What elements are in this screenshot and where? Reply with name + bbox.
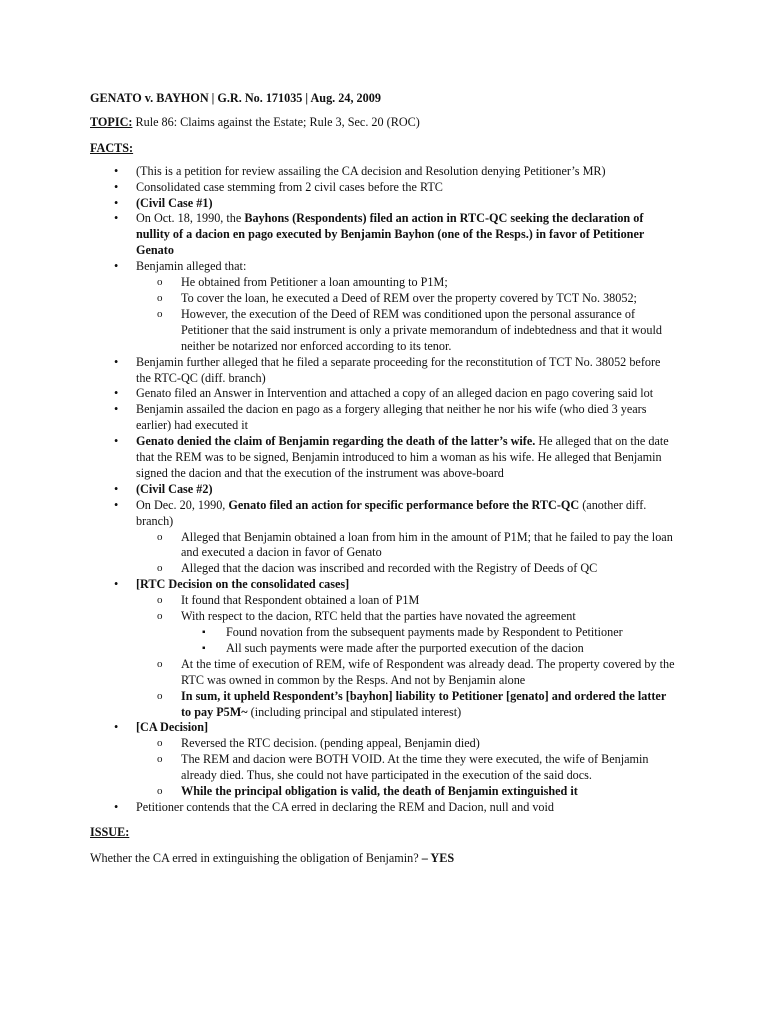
item-text: He alleged that on the date that the REM was to be signed, Benjamin introduced to him a woman as his wife. He alleged that Benjamin signed the dacion and that the execution of the instrument was above-board <box>136 434 669 480</box>
topic-line <box>90 115 678 131</box>
item-text: It found that Respondent obtained a loan of P1M <box>181 593 420 608</box>
item-text: Benjamin alleged that: <box>136 259 247 274</box>
item-text: Genato filed an Answer in Intervention and attached a copy of an alleged dacion en pago covering said lot <box>136 386 654 401</box>
sub-list-item <box>90 561 678 577</box>
sub-list-item <box>90 530 678 562</box>
sub-list-item <box>90 689 678 721</box>
list-item <box>90 180 678 196</box>
list-item <box>90 355 678 387</box>
item-text: However, the execution of the Deed of REM was conditioned upon the personal assurance of Petitioner that the said instrument is only a private memorandum of indebtedness and that it would neither be notarized nor enforced according to its tenor. <box>181 306 662 353</box>
item-text: [CA Decision] <box>136 720 209 735</box>
list-item <box>90 577 678 720</box>
list-item <box>90 164 678 180</box>
item-text: To cover the loan, he executed a Deed of REM over the property covered by TCT No. 38052; <box>181 290 637 305</box>
sub-sub-list-item <box>90 641 678 657</box>
item-text: The REM and dacion were BOTH VOID. At the time they were executed, the wife of Benjamin already died. Thus, she could not have participated in the execution of the said docs. <box>181 752 649 783</box>
sub-list-item <box>90 291 678 307</box>
sub-list <box>136 275 678 355</box>
sub-list-item <box>90 609 678 657</box>
item-text-bold: Genato filed an action for specific performance before the RTC-QC <box>228 497 580 512</box>
item-text-bold: Genato denied the claim of Benjamin regarding the death of the latter’s wife. <box>136 434 539 449</box>
case-title: GENATO v. BAYHON | G.R. No. 171035 | Aug. 24, 2009 <box>90 91 381 105</box>
sub-list <box>136 593 678 720</box>
item-text: (including principal and stipulated interest) <box>247 704 462 719</box>
list-item <box>90 434 678 482</box>
sub-list-item <box>90 275 678 291</box>
sub-list <box>136 736 678 800</box>
item-text: Benjamin assailed the dacion en pago as a forgery alleging that neither he nor his wife (who died 3 years earlier) had executed it <box>136 402 647 433</box>
list-item <box>90 482 678 498</box>
item-text: [RTC Decision on the consolidated cases] <box>136 577 350 592</box>
item-text: Found novation from the subsequent payments made by Respondent to Petitioner <box>226 625 623 639</box>
list-item <box>90 498 678 578</box>
facts-list <box>90 164 678 816</box>
item-text: (another diff. branch) <box>136 497 647 528</box>
item-text: On Dec. 20, 1990, <box>136 497 229 512</box>
item-text: All such payments were made after the purported execution of the dacion <box>226 640 584 655</box>
item-text: He obtained from Petitioner a loan amounting to P1M; <box>181 275 448 290</box>
facts-heading: FACTS: <box>90 140 134 155</box>
sub-sub-list-item <box>90 625 678 641</box>
sub-list-item <box>90 736 678 752</box>
list-item <box>90 259 678 354</box>
sub-list-item <box>90 784 678 800</box>
issue-question-text: Whether the CA erred in extinguishing the obligation of Benjamin? <box>90 850 422 865</box>
item-text: Consolidated case stemming from 2 civil cases before the RTC <box>136 179 443 194</box>
item-text: Petitioner contends that the CA erred in declaring the REM and Dacion, null and void <box>136 799 554 814</box>
item-text: Reversed the RTC decision. (pending appeal, Benjamin died) <box>181 736 480 751</box>
item-text: With respect to the dacion, RTC held that the parties have novated the agreement <box>181 609 576 624</box>
sub-sub-list <box>181 625 678 657</box>
item-text: Alleged that the dacion was inscribed and recorded with the Registry of Deeds of QC <box>181 561 598 576</box>
list-item <box>90 386 678 402</box>
list-item <box>90 196 678 212</box>
item-text-bold: In sum, it upheld Respondent’s [bayhon] liability to Petitioner [genato] and ordered the latter to pay P5M~ <box>181 688 667 719</box>
item-text: At the time of execution of REM, wife of Respondent was already dead. The property covered by the RTC was owned in common by the Resps. And not by Benjamin alone <box>181 656 675 687</box>
sub-list-item <box>90 752 678 784</box>
topic-text: Rule 86: Claims against the Estate; Rule 3, Sec. 20 (ROC) <box>132 114 420 129</box>
item-text-bold: While the principal obligation is valid, the death of Benjamin extinguished it <box>181 784 578 799</box>
issue-heading: ISSUE: <box>90 824 130 839</box>
sub-list-item <box>90 657 678 689</box>
item-text-bold: Bayhons (Respondents) filed an action in RTC-QC seeking the declaration of nullity of a dacion en pago executed by Benjamin Bayhon (one of the Resps.) in favor of Petitioner Genato <box>136 211 645 258</box>
list-item <box>90 800 678 816</box>
item-text: (Civil Case #2) <box>136 481 213 496</box>
list-item <box>90 402 678 434</box>
list-item <box>90 211 678 259</box>
item-text: (This is a petition for review assailing the CA decision and Resolution denying Petitioner’s MR) <box>136 163 606 178</box>
sub-list-item <box>90 593 678 609</box>
issue-question <box>90 851 678 867</box>
item-text: (Civil Case #1) <box>136 195 213 210</box>
issue-answer: – YES <box>421 850 455 865</box>
sub-list-item <box>90 307 678 355</box>
sub-list <box>136 530 678 578</box>
item-text: Benjamin further alleged that he filed a separate proceeding for the reconstitution of TCT No. 38052 before the RTC-QC (diff. branch) <box>136 354 661 385</box>
item-text: Alleged that Benjamin obtained a loan from him in the amount of P1M; that he failed to pay the loan and executed a dacion in favor of Genato <box>181 529 673 560</box>
list-item <box>90 720 678 800</box>
topic-label: TOPIC: <box>90 114 133 129</box>
item-text: On Oct. 18, 1990, the <box>136 211 245 226</box>
